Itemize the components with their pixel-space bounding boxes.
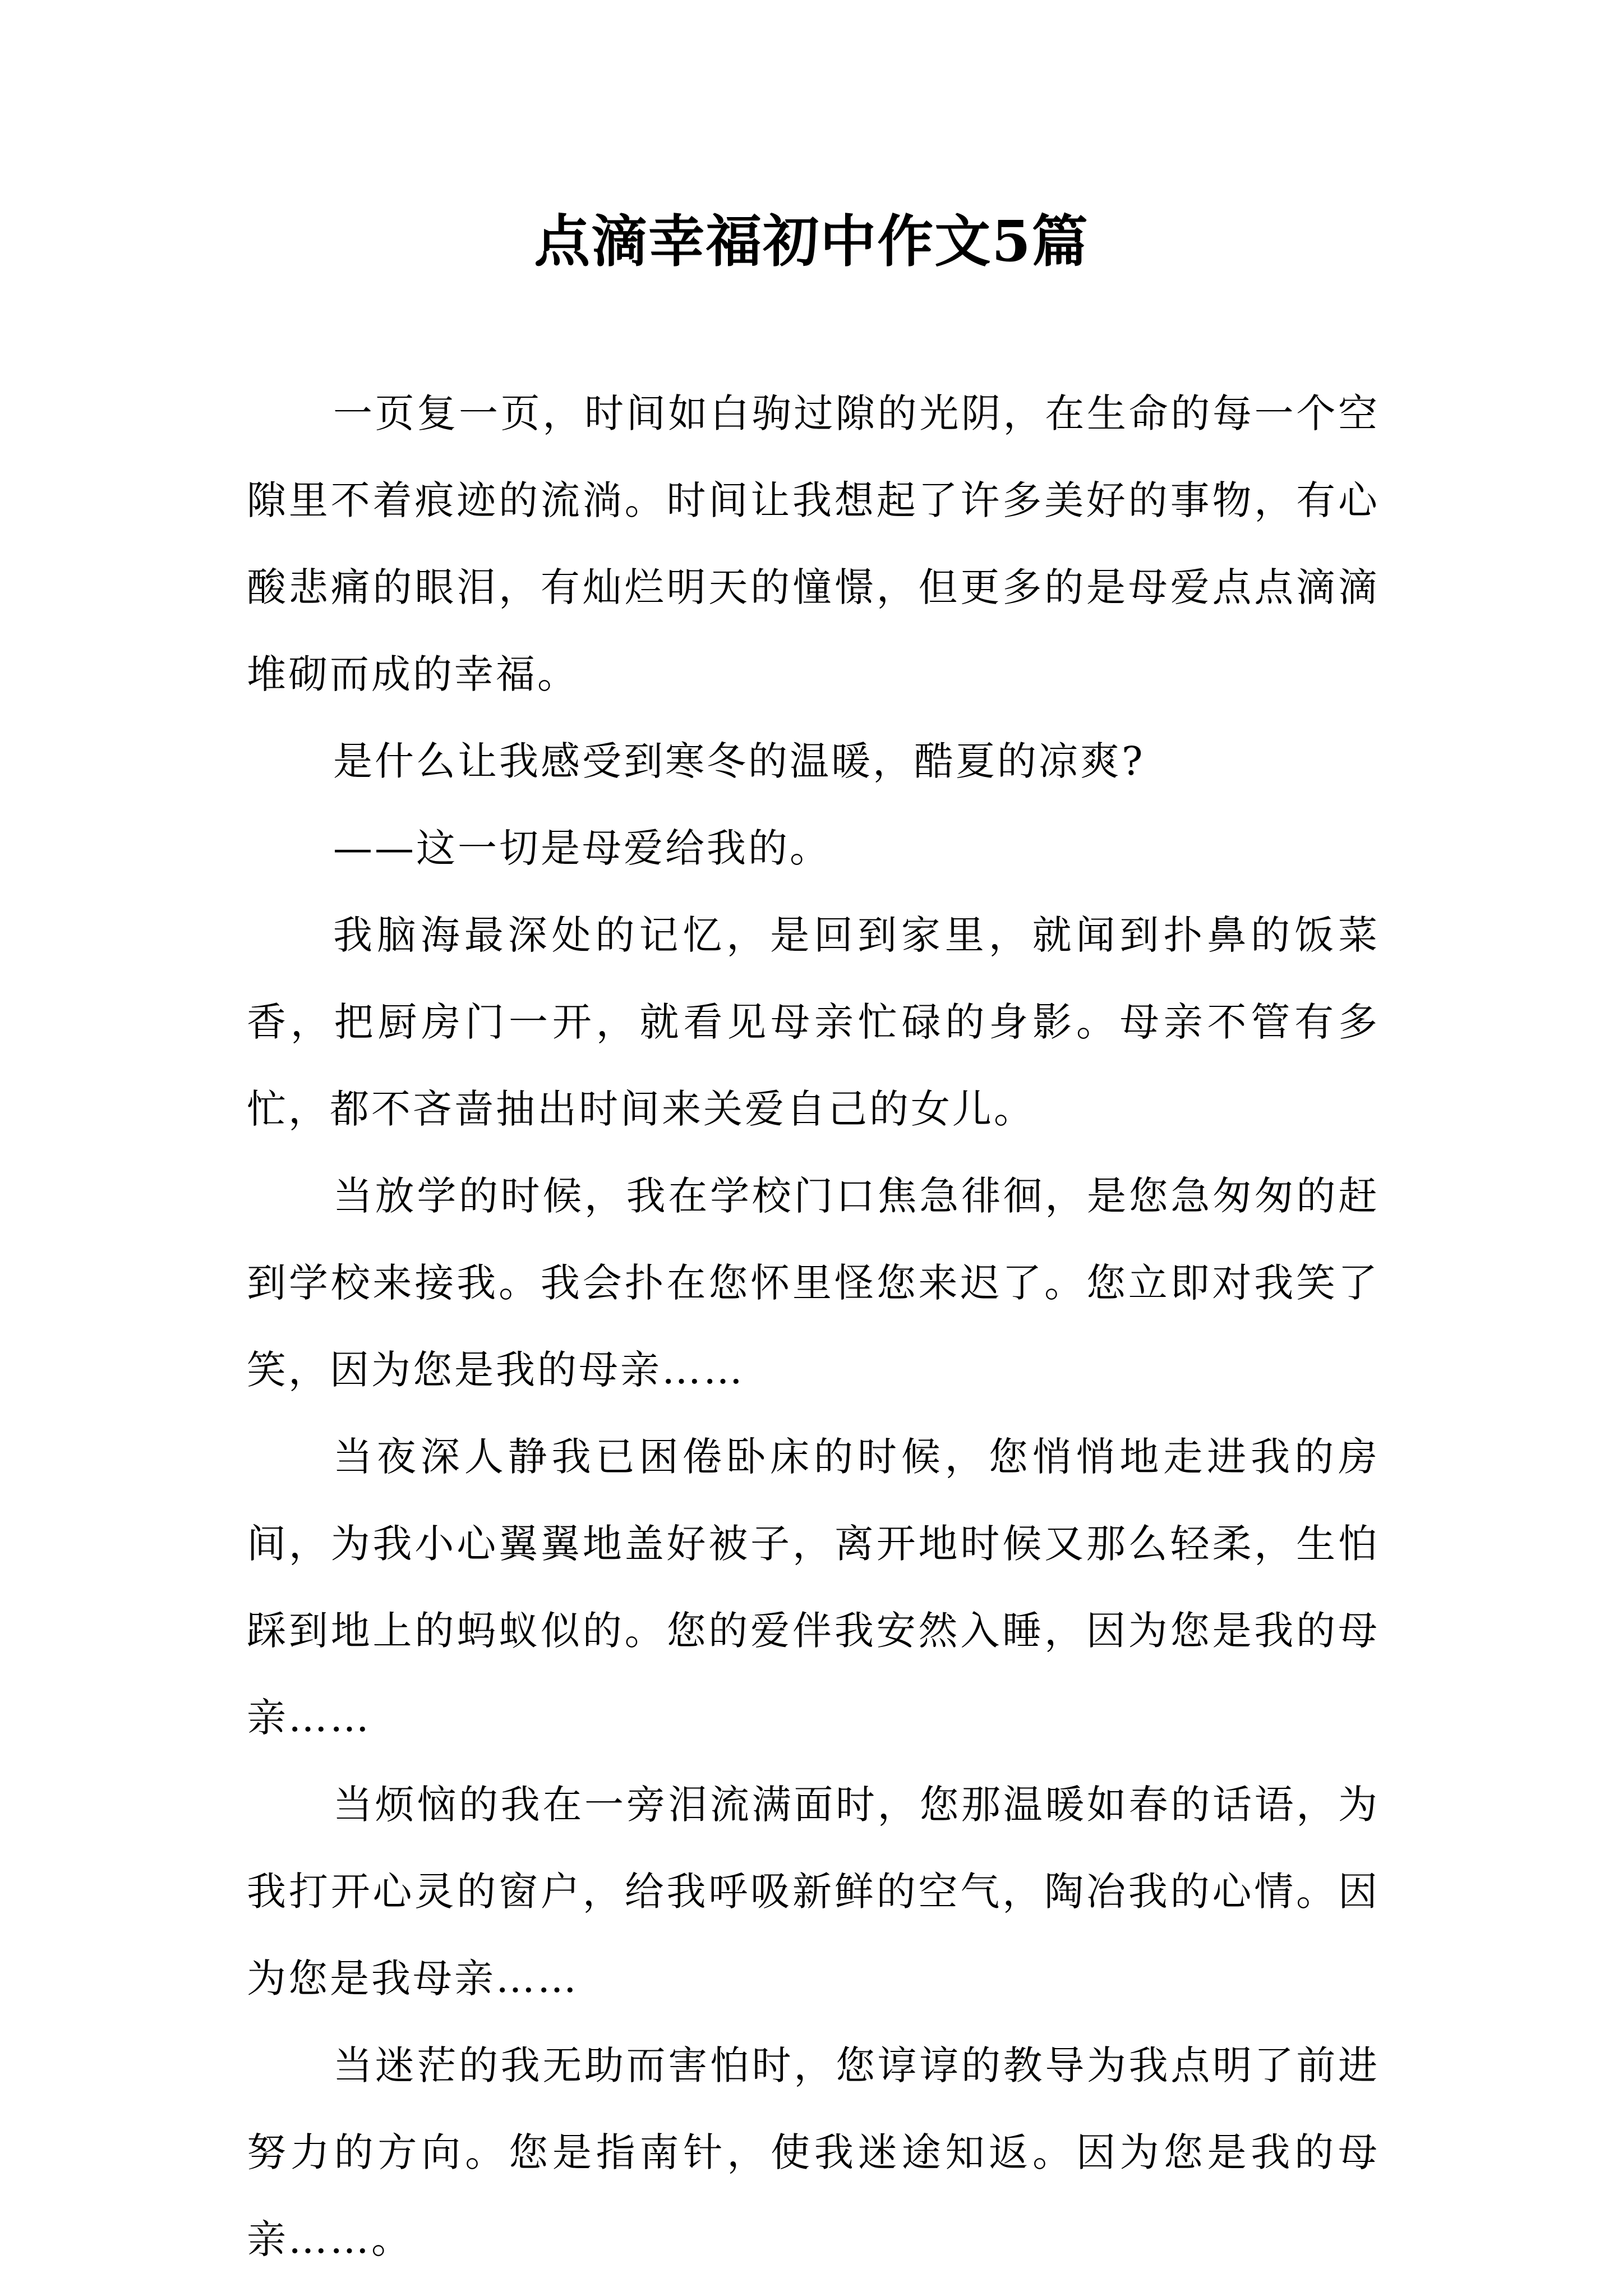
paragraph: 一页复一页，时间如白驹过隙的光阴，在生命的每一个空隙里不着痕迹的流淌。时间让我想起了许多美好的事物，有心酸悲痛的眼泪，有灿烂明天的憧憬，但更多的是母爱点点滴滴堆砌而成的幸福。 xyxy=(247,390,1380,697)
paragraph: 当迷茫的我无助而害怕时，您谆谆的教导为我点明了前进努力的方向。您是指南针，使我迷途知返。因为您是我的母亲……。 xyxy=(247,2042,1380,2262)
paragraph: 我脑海最深处的记忆，是回到家里，就闻到扑鼻的饭菜香，把厨房门一开，就看见母亲忙碌的身影。母亲不管有多忙，都不吝啬抽出时间来关爱自己的女儿。 xyxy=(247,912,1380,1132)
document-body xyxy=(247,370,1380,2283)
paragraph: 当夜深人静我已困倦卧床的时候，您悄悄地走进我的房间，为我小心翼翼地盖好被子，离开地时候又那么轻柔，生怕踩到地上的蚂蚁似的。您的爱伴我安然入睡，因为您是我的母亲…… xyxy=(247,1434,1380,1741)
paragraph: ——这一切是母爱给我的。 xyxy=(333,825,831,871)
paragraph: 当放学的时候，我在学校门口焦急徘徊，是您急匆匆的赶到学校来接我。我会扑在您怀里怪您来迟了。您立即对我笑了笑，因为您是我的母亲…… xyxy=(247,1173,1380,1393)
paragraph: 是什么让我感受到寒冬的温暖，酷夏的凉爽? xyxy=(333,738,1145,784)
document-title: 点滴幸福初中作文5篇 xyxy=(534,208,1089,274)
paragraph: 当烦恼的我在一旁泪流满面时，您那温暖如春的话语，为我打开心灵的窗户，给我呼吸新鲜的空气，陶冶我的心情。因为您是我母亲…… xyxy=(247,1782,1380,2001)
